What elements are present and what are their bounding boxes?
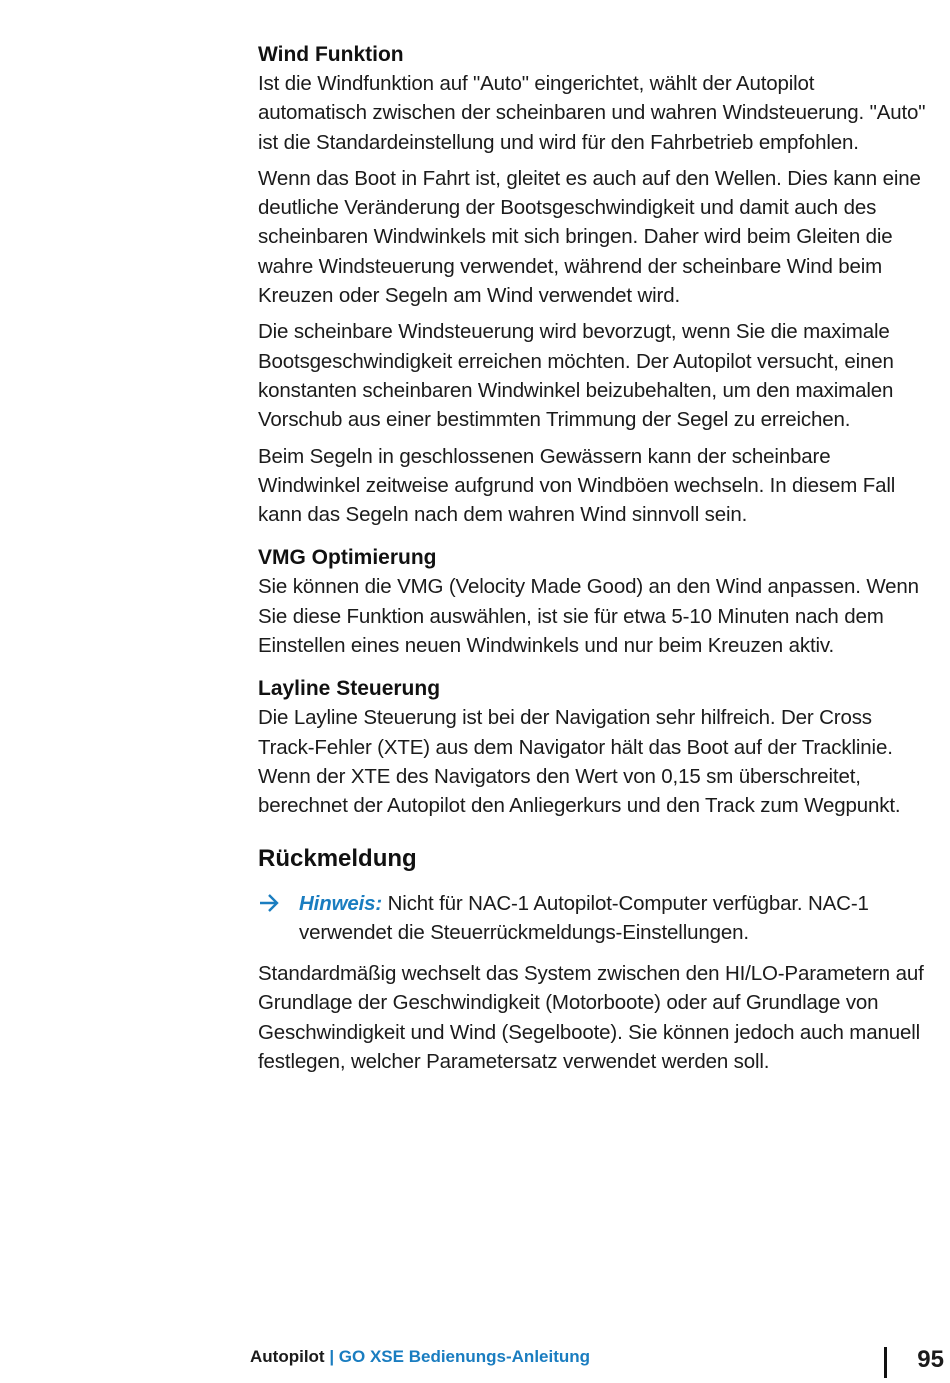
heading-layline-steuerung: Layline Steuerung	[258, 677, 441, 701]
paragraph: Sie können die VMG (Velocity Made Good) an den Wind anpassen. Wenn Sie diese Funktion auswählen, ist sie für etwa 5-10 Minuten nach dem Einstellen eines neuen Windwinkels und nur beim Kreuzen aktiv.	[258, 575, 919, 658]
page-number-divider	[884, 1347, 887, 1378]
arrow-right-icon	[258, 892, 280, 914]
footer-separator: |	[324, 1347, 339, 1366]
heading-vmg-optimierung: VMG Optimierung	[258, 546, 437, 570]
paragraph: Die scheinbare Windsteuerung wird bevorzugt, wenn Sie die maximale Bootsgeschwindigkeit erreichen möchten. Der Autopilot versucht, einen konstanten scheinbaren Windwinkel beizubehalten, um den maximalen Vorschub aus einer bestimmten Trimmung der Segel zu erreichen.	[258, 320, 894, 432]
paragraph: Die Layline Steuerung ist bei der Navigation sehr hilfreich. Der Cross Track-Fehler (XTE) aus dem Navigator hält das Boot auf der Tracklinie. Wenn der XTE des Navigators den Wert von 0,15 sm überschreitet, berechnet der Autopilot den Anliegerkurs und den Track zum Wegpunkt.	[258, 706, 901, 818]
page-footer	[250, 1346, 590, 1368]
note-label: Hinweis:	[299, 891, 383, 915]
section-layline-steuerung	[258, 674, 928, 820]
page-number: 95	[917, 1346, 944, 1373]
section-wind-funktion	[258, 40, 928, 529]
footer-chapter: Autopilot	[250, 1347, 325, 1366]
heading-wind-funktion: Wind Funktion	[258, 43, 404, 66]
note-box	[258, 889, 928, 948]
paragraph: Wenn das Boot in Fahrt ist, gleitet es auch auf den Wellen. Dies kann eine deutliche Veränderung der Bootsgeschwindigkeit und damit auch des scheinbaren Windwinkels mit sich bringen. Daher wird beim Gleiten die wahre Windsteuerung verwendet, während der scheinbare Wind beim Kreuzen oder Segeln am Wind verwendet wird.	[258, 166, 921, 308]
note-text: Nicht für NAC-1 Autopilot-Computer verfügbar. NAC-1 verwendet die Steuerrückmeldungs-Einstellungen.	[299, 891, 869, 944]
page-content	[258, 40, 928, 1083]
footer-guide-title: GO XSE Bedienungs-Anleitung	[338, 1347, 591, 1366]
heading-rueckmeldung: Rückmeldung	[258, 844, 417, 872]
paragraph: Ist die Windfunktion auf "Auto" eingerichtet, wählt der Autopilot automatisch zwischen der scheinbaren und wahren Windsteuerung. "Auto" ist die Standardeinstellung und wird für den Fahrbetrieb empfohlen.	[258, 72, 926, 154]
section-vmg-optimierung	[258, 543, 928, 660]
paragraph: Beim Segeln in geschlossenen Gewässern kann der scheinbare Windwinkel zeitweise aufgrund von Windböen wechseln. In diesem Fall kann das Segeln nach dem wahren Wind sinnvoll sein.	[258, 444, 896, 527]
paragraph: Standardmäßig wechselt das System zwischen den HI/LO-Parametern auf Grundlage der Geschwindigkeit (Motorboote) oder auf Grundlage von Geschwindigkeit und Wind (Segelboote). Sie können jedoch auch manuell festlegen, welcher Parametersatz verwendet werden soll.	[258, 962, 924, 1074]
